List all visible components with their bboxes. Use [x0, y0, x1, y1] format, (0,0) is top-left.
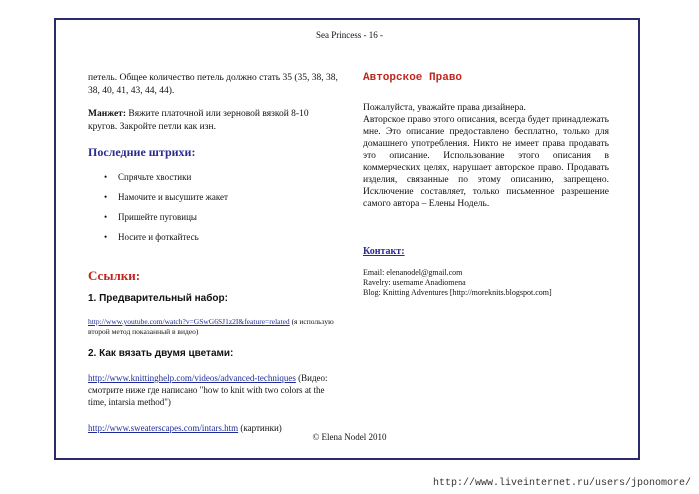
bullet-icon: •	[104, 192, 108, 202]
list-item: • Спрячьте хвостики	[118, 167, 340, 187]
section2-title: 2. Как вязать двумя цветами:	[88, 348, 234, 359]
finishing-list	[88, 167, 340, 247]
knittinghelp-link[interactable]: http://www.knittinghelp.com/videos/advanced-techniques	[88, 373, 296, 383]
section2-paragraph	[88, 372, 340, 408]
youtube-link[interactable]: http://www.youtube.com/watch?v=GSwG6SJ1z2I&feature=related	[88, 317, 290, 326]
cuff-label: Манжет:	[88, 109, 126, 119]
contact-blog: Blog: Knitting Adventures [http://moreknits.blogspot.com]	[363, 288, 552, 297]
links-heading: Ссылки:	[88, 268, 141, 283]
contact-heading: Контакт:	[363, 246, 405, 257]
bullet-icon: •	[104, 172, 108, 182]
section1-note: (я использую второй метод показанный в видео)	[88, 317, 334, 336]
finishing-heading: Последние штрихи:	[88, 145, 196, 159]
section3-note: (картинки)	[240, 423, 282, 433]
right-column	[363, 72, 609, 298]
bullet-icon: •	[104, 232, 108, 242]
section1-paragraph	[88, 317, 340, 337]
section2-note: (Видео: смотрите ниже где написано "how to knit with two colors at the time, intarsia method")	[88, 373, 328, 407]
list-item: • Носите и фоткайтесь	[118, 227, 340, 247]
copyright-body: Авторское право этого описания, всегда будет принадлежать мне. Это описание предоставлено бесплатно, только для домашнего употребления. Никто не имеет права продавать это описание. Использование этого описания в коммерческих целях, нарушает авторское право. Продавать изделия, связанные по этому описанию, запрещено. Исключение составляет, только письменное разрешение самого автора – Елены Нодель.	[363, 115, 609, 209]
contact-ravelry: Ravelry: username Anadiomena	[363, 278, 466, 287]
section1-title: 1. Предварительный набор:	[88, 293, 228, 304]
cuff-paragraph	[88, 108, 340, 134]
page-footer: © Elena Nodel 2010	[312, 432, 387, 442]
intro-text: петель. Общее количество петель должно стать 35 (35, 38, 38, 38, 40, 41, 43, 44, 44).	[88, 73, 338, 96]
list-item: • Намочите и высушите жакет	[118, 187, 340, 207]
copyright-lead: Пожалуйста, уважайте права дизайнера.	[363, 103, 526, 113]
list-item: • Пришейте пуговицы	[118, 207, 340, 227]
watermark-url: http://www.liveinternet.ru/users/jponomore/	[432, 478, 691, 489]
cuff-text: Вяжите платочной или зерновой вязкой 8-10 кругов. Закройте петли как изн.	[88, 109, 309, 132]
left-column	[88, 72, 340, 435]
contact-email: Email: elenanodel@gmail.com	[363, 268, 463, 277]
page-header: Sea Princess - 16 -	[316, 30, 383, 40]
sweaterscapes-link[interactable]: http://www.sweaterscapes.com/intars.htm	[88, 423, 239, 433]
copyright-heading: Авторское Право	[363, 72, 463, 84]
bullet-icon: •	[104, 212, 108, 222]
